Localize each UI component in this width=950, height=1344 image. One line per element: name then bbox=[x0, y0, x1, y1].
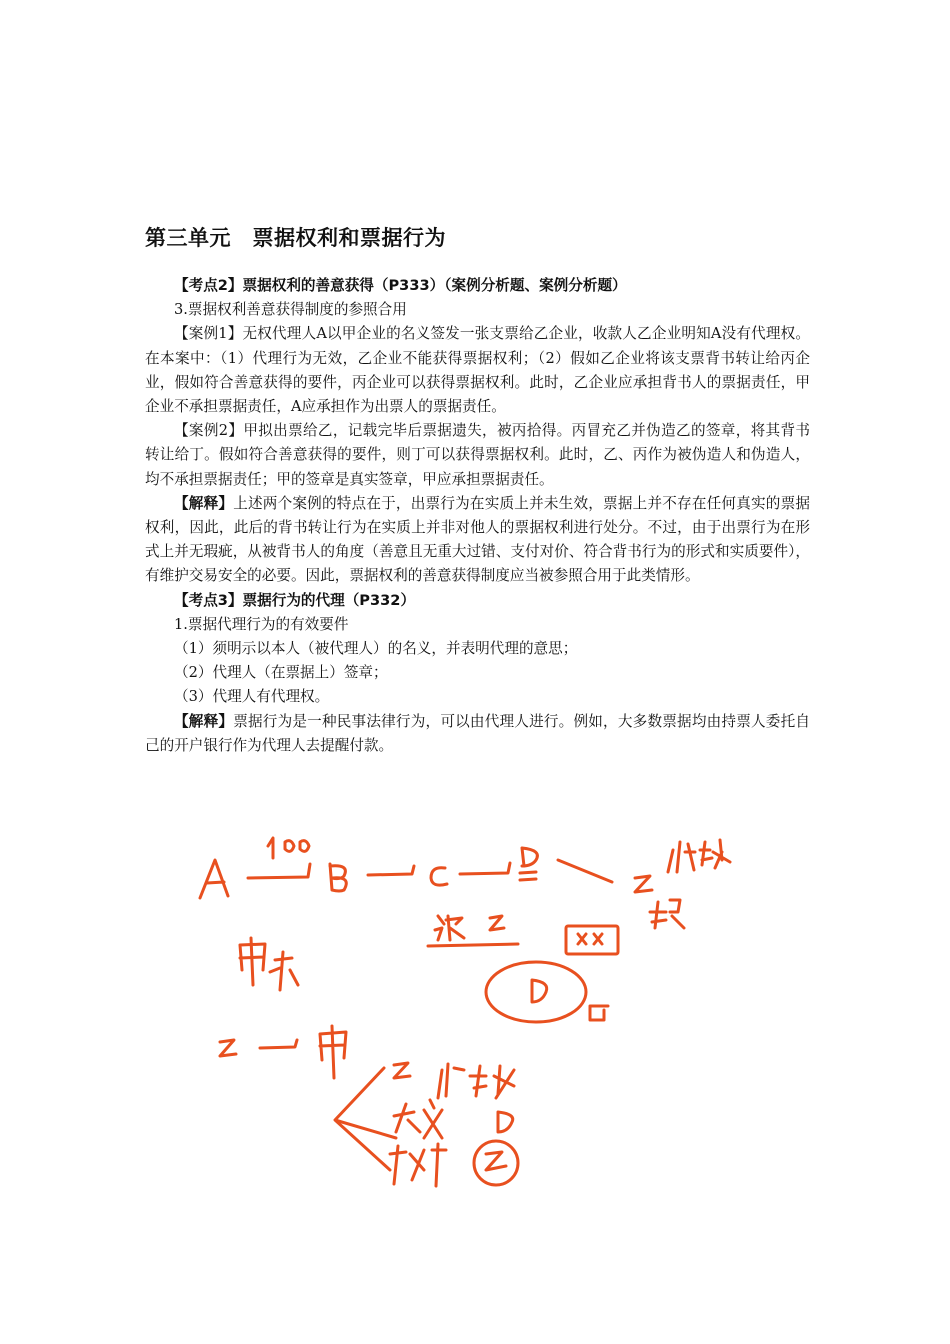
section-title: 第三单元 票据权利和票据行为 bbox=[145, 226, 446, 250]
point3-explain-text: 票据行为是一种民事法律行为，可以由代理人进行。例如，大多数票据均由持票人委托自己的开户银行作为代理人去提醒付款。 bbox=[145, 712, 810, 754]
document-body bbox=[145, 274, 810, 758]
arrow-c-d bbox=[460, 863, 510, 874]
transfer-yi bbox=[220, 1040, 236, 1056]
branch-group bbox=[335, 1063, 518, 1186]
handwritten-sketch bbox=[180, 820, 800, 1220]
transfer-row bbox=[220, 1026, 346, 1078]
stamp-mark bbox=[590, 1006, 608, 1020]
note-principal bbox=[435, 916, 504, 940]
principal-underline bbox=[428, 944, 518, 946]
arrow-b-c bbox=[368, 866, 414, 875]
line-d-bank bbox=[558, 860, 612, 882]
note-yi bbox=[635, 876, 652, 892]
branch-yi bbox=[394, 1063, 410, 1078]
case2-paragraph bbox=[145, 419, 810, 492]
point3-heading-text: 票据行为的代理（P332） bbox=[242, 591, 416, 609]
case1-paragraph bbox=[145, 322, 810, 419]
note-bank bbox=[650, 900, 684, 928]
branch-name bbox=[394, 1100, 442, 1138]
amount-100 bbox=[268, 838, 309, 858]
branch-circle-yi bbox=[474, 1141, 518, 1185]
point3-explain-label: 【解释】 bbox=[174, 712, 234, 730]
point2-explain-label: 【解释】 bbox=[174, 494, 234, 512]
letter-b bbox=[330, 864, 346, 891]
box-xx bbox=[566, 926, 618, 954]
point3-heading-prefix: 【考点3】 bbox=[174, 591, 243, 609]
branch-circle-yi-letter bbox=[486, 1152, 506, 1170]
letter-a bbox=[200, 860, 228, 898]
point3-explain-paragraph bbox=[145, 710, 810, 758]
principal-group bbox=[428, 916, 618, 1022]
point2-heading-prefix: 【考点2】 bbox=[174, 277, 243, 294]
letter-d bbox=[520, 848, 537, 880]
transfer-jia bbox=[320, 1026, 346, 1078]
point3-subheading: 1.票据代理行为的有效要件 bbox=[174, 615, 349, 633]
requirement-item: （2）代理人（在票据上）签章； bbox=[174, 664, 388, 682]
box-xx-marks bbox=[578, 934, 602, 944]
circle-d bbox=[486, 962, 586, 1022]
requirement-item: （1）须明示以本人（被代理人）的名义，并表明代理的意思； bbox=[174, 640, 578, 658]
case1-label: 【案例1】 bbox=[174, 325, 243, 343]
branch-sign bbox=[390, 1144, 446, 1186]
requirement-item: （3）代理人有代理权。 bbox=[174, 688, 330, 706]
point2-heading bbox=[145, 274, 810, 298]
arrow-a-b bbox=[248, 864, 310, 878]
point2-subheading: 3.票据权利善意获得制度的参照合用 bbox=[174, 301, 407, 319]
point2-explain-text: 上述两个案例的特点在于，出票行为在实质上并未生效，票据上并不存在任何真实的票据权利，因此，此后的背书转让行为在实质上并非对他人的票据权利进行处分。不过，由于出票行为在形式上并无瑕疵，从被背书人的角度（善意且无重大过错、支付对价、符合背书行为的形式和实质要件），有维护交易安全的必要。因此，票据权利的善意获得制度应当被参照合用于此类情形。 bbox=[145, 494, 810, 585]
branch-brace bbox=[335, 1068, 396, 1170]
point2-heading-text: 票据权利的善意获得（P333）（案例分析题、案例分析题） bbox=[242, 277, 627, 294]
branch-d bbox=[498, 1112, 513, 1132]
point3-heading bbox=[145, 589, 810, 613]
circle-d-letter bbox=[532, 980, 547, 1002]
case2-text: 甲拟出票给乙，记载完毕后票据遗失，被丙拾得。丙冒充乙并伪造乙的签章，将其背书转让给丁。假如符合善意获得的要件，则丁可以获得票据权利。此时，乙、丙作为被伪造人和伪造人，均不承担票据责任；甲的签章是真实签章，甲应承担票据责任。 bbox=[145, 422, 810, 488]
case2-label: 【案例2】 bbox=[174, 422, 244, 440]
transfer-arrow bbox=[260, 1040, 297, 1048]
chain-row bbox=[200, 838, 730, 928]
letter-c bbox=[431, 868, 447, 885]
note-agent bbox=[668, 840, 730, 872]
case1-text: 无权代理人A以甲企业的名义签发一张支票给乙企业，收款人乙企业明知A没有代理权。在本案中：（1）代理行为无效，乙企业不能获得票据权利；（2）假如乙企业将该支票背书转让给丙企业，假如符合善意获得的要件，丙企业可以获得票据权利。此时，乙企业应承担背书人的票据责任，甲企业不承担票据责任，A应承担作为出票人的票据责任。 bbox=[145, 325, 810, 416]
branch-agency-right bbox=[438, 1064, 514, 1098]
note-left bbox=[240, 938, 298, 990]
point2-explain-paragraph bbox=[145, 492, 810, 589]
